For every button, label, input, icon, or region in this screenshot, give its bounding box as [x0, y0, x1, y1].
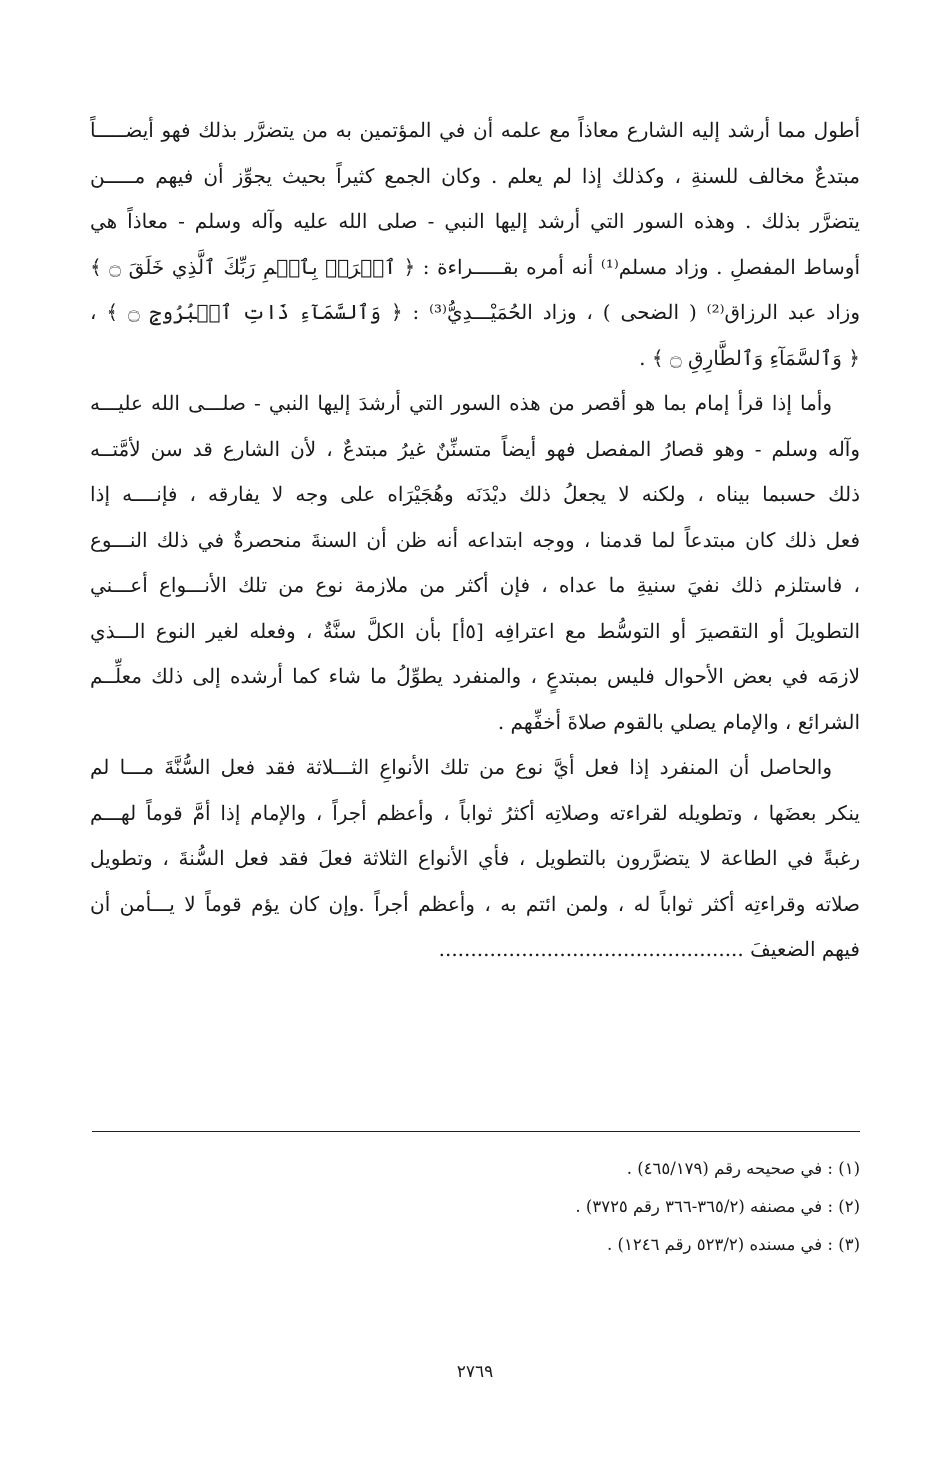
footnote: (٣) : في مسنده (٥٢٣/٢ رقم ١٢٤٦) . [607, 1235, 860, 1254]
main-text [90, 108, 860, 973]
page-number: ٢٧٦٩ [456, 1362, 494, 1382]
text-line: وزاد عبد الرزاق⁽²⁾ ( الضحى ) ، وزاد الحُمَيْـــدِيُّ⁽³⁾ : ﴿ وَٱلسَّمَآءِ ذَاتِ ٱلۡبُرُوجِ ۝ ﴾ ، [90, 300, 860, 324]
text-line: لازمَه في بعض الأحوال فليس بمبتدعٍ ، والمنفرد يطوِّلُ ما شاء كما أرشده إلى ذلك معلِّــم [90, 664, 860, 688]
paragraph-start-line: وأما إذا قرأ إمام بما هو أقصر من هذه السور التي أرشدَ إليها النبي - صلـــى الله عليـــه [90, 391, 833, 415]
footnotes [92, 1150, 860, 1264]
text-line: فيهم الضعيفَ ................................................ [438, 937, 860, 961]
text-line: ينكر بعضَها ، وتطويله لقراءته وصلاتِه أكثرُ ثواباً ، وأعظم أجراً ، والإمام إذا أمَّ قوماً لهـــم [90, 800, 860, 825]
text-line: مبتدعٌ مخالف للسنةِ ، وكذلك إذا لم يعلم . وكان الجمع كثيراً بحيث يجوِّز أن فيهم مـــــن [90, 163, 860, 188]
paragraph-start-line: والحاصل أن المنفرد إذا فعل أيَّ نوع من تلك الأنواعِ الثـــلاثة فقد فعل السُّنَّةَ مـــا لم [90, 755, 832, 779]
footnote: (٢) : في مصنفه (٣٦٥/٢-٣٦٦ رقم ٣٧٢٥) . [575, 1197, 860, 1216]
footnote: (١) : في صحيحه رقم (٤٦٥/١٧٩) . [626, 1159, 860, 1178]
text-line: فعل ذلك كان مبتدعاً لما قدمنا ، ووجه ابتداعه أنه ظن أن السنةَ منحصرةٌ في ذلك النـــوع [90, 527, 860, 552]
text-line: رغبةً في الطاعة لا يتضرَّرون بالتطويل ، فأي الأنواع الثلاثة فعلَ فقد فعل السُّنةَ ، وتطويل [90, 846, 860, 870]
text-line: ﴿ وَٱلسَّمَآءِ وَٱلطَّارِقِ ۝ ﴾ . [639, 345, 860, 370]
text-line: ، فاستلزم ذلك نفيَ سنيةِ ما عداه ، فإن أكثر من ملازمة نوع من تلك الأنـــواع أعـــني [90, 573, 860, 597]
text-line: أطول مما أرشد إليه الشارع معاذاً مع علمه أن في المؤتمين به من يتضرَّر بذلك فهو أيضـــــاً [90, 118, 860, 142]
text-line: الشرائع ، والإمام يصلي بالقوم صلاةَ أخفِّهم . [497, 709, 860, 734]
text-line: وآله وسلم - وهو قصارُ المفصل فهو أيضاً متسنِّنٌ غيرُ مبتدعٌ ، لأن الشارع قد سن لأمَّتــه [90, 436, 860, 461]
text-line: أوساط المفصلِ . وزاد مسلم⁽¹⁾ أنه أمره بقـــــراءة : ﴿ ٱقۡرَأۡ بِٱسۡمِ رَبِّكَ ٱلَّذِي خَلَقَ ۝ ﴾ [90, 254, 860, 279]
text-line: صلاته وقراءتِه أكثر ثواباً له ، ولمن ائتم به ، وأعظم أجراً .وإن كان يؤم قوماً لا يـــأمن أن [90, 891, 860, 916]
text-line: التطويلَ أو التقصيرَ أو التوسُّط مع اعترافِه [٥أ] بأن الكلَّ سنَّةٌ ، وفعله لغير النوع الـــذي [90, 618, 860, 643]
footnote-separator [92, 1131, 860, 1132]
text-line: ذلك حسبما بيناه ، ولكنه لا يجعلُ ذلك ديْدَنَه وهُجَيْرَاه على وجه لا يفارقه ، فإنــــه إذا [90, 482, 860, 506]
text-line: يتضرَّر بذلك . وهذه السور التي أرشد إليها النبي - صلى الله عليه وآله وسلم - معاذاً هي [90, 209, 860, 233]
